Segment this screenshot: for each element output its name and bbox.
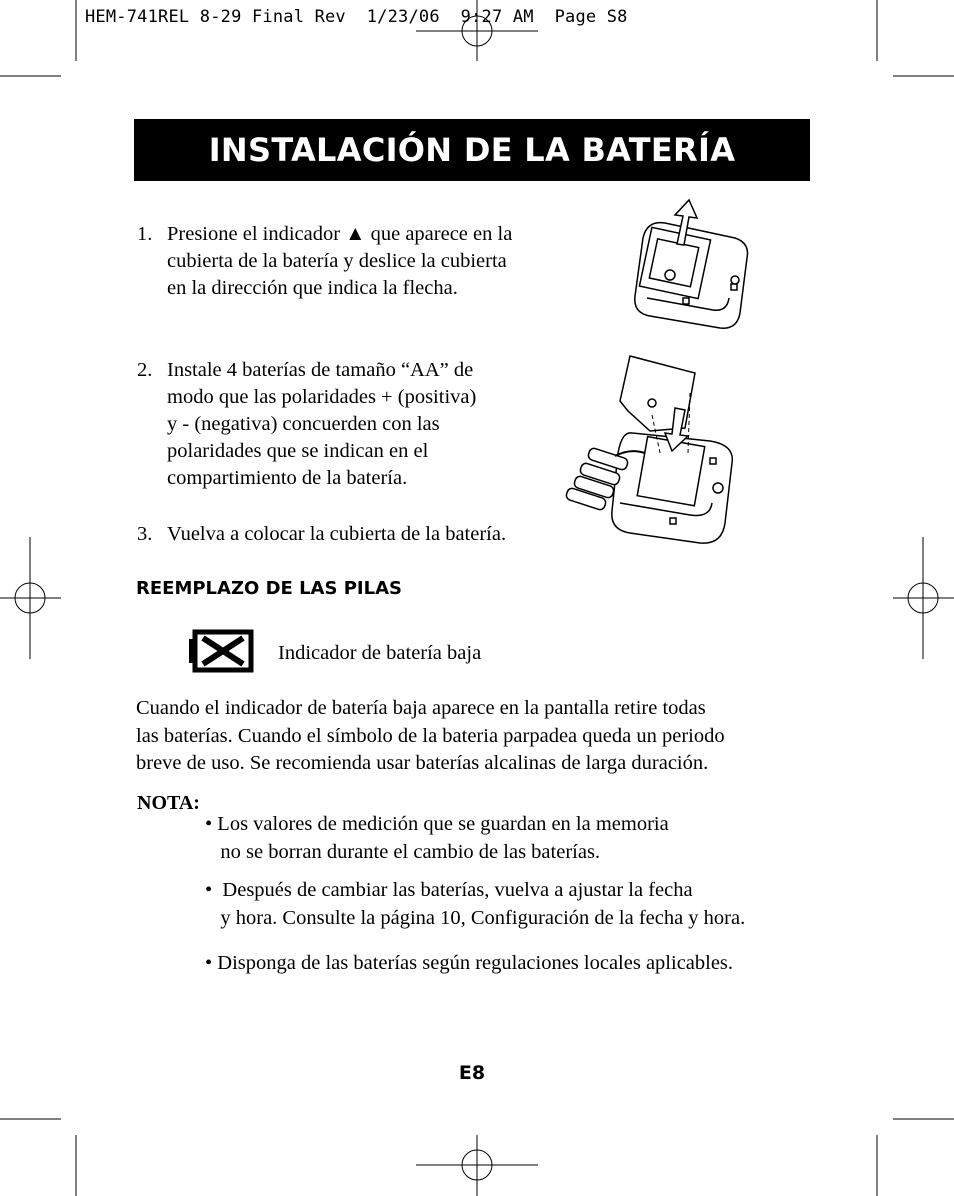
nota-item: • Disponga de las baterías según regulaciones locales aplicables. <box>205 952 734 974</box>
step-3 <box>137 521 567 551</box>
step-2 <box>137 357 557 497</box>
step-number: 2. <box>137 359 153 381</box>
low-battery-icon <box>185 628 255 678</box>
step-number: 1. <box>137 223 153 245</box>
page-number: E8 <box>458 1062 486 1084</box>
step-1 <box>137 221 567 306</box>
step-text: Vuelva a colocar la cubierta de la batería. <box>167 523 507 545</box>
page-title: INSTALACIÓN DE LA BATERÍA <box>208 131 736 169</box>
page-title-bar <box>134 119 810 181</box>
print-slug-line: HEM-741REL 8-29 Final Rev 1/23/06 9:27 AM Page S8 <box>85 7 628 27</box>
nota-label: NOTA: <box>137 792 200 814</box>
step-text: Presione el indicador ▲ que aparece en la cubierta de la batería y deslice la cubierta en la dirección que indica la flecha. <box>167 223 513 299</box>
nota-item: • Después de cambiar las baterías, vuelva a ajustar la fecha y hora. Consulte la página 10, Configuración de la fecha y hora. <box>205 879 746 929</box>
low-battery-label: Indicador de batería baja <box>278 642 482 664</box>
cover-removal-illustration <box>625 198 775 343</box>
replacement-paragraph: Cuando el indicador de batería baja aparece en la pantalla retire todas las baterías. Cuando el símbolo de la bateria parpadea queda un periodo breve de uso. Se recomienda usar baterías alcalinas de larga duración. <box>136 697 725 774</box>
step-text: Instale 4 baterías de tamaño “AA” de modo que las polaridades + (positiva) y - (negativa) concuerden con las polaridades que se indican en el compartimiento de la batería. <box>167 359 477 489</box>
battery-insertion-illustration <box>560 353 745 553</box>
nota-item: • Los valores de medición que se guardan en la memoria no se borran durante el cambio de las baterías. <box>205 813 669 863</box>
step-number: 3. <box>137 523 153 545</box>
replacement-heading: REEMPLAZO DE LAS PILAS <box>136 578 402 599</box>
